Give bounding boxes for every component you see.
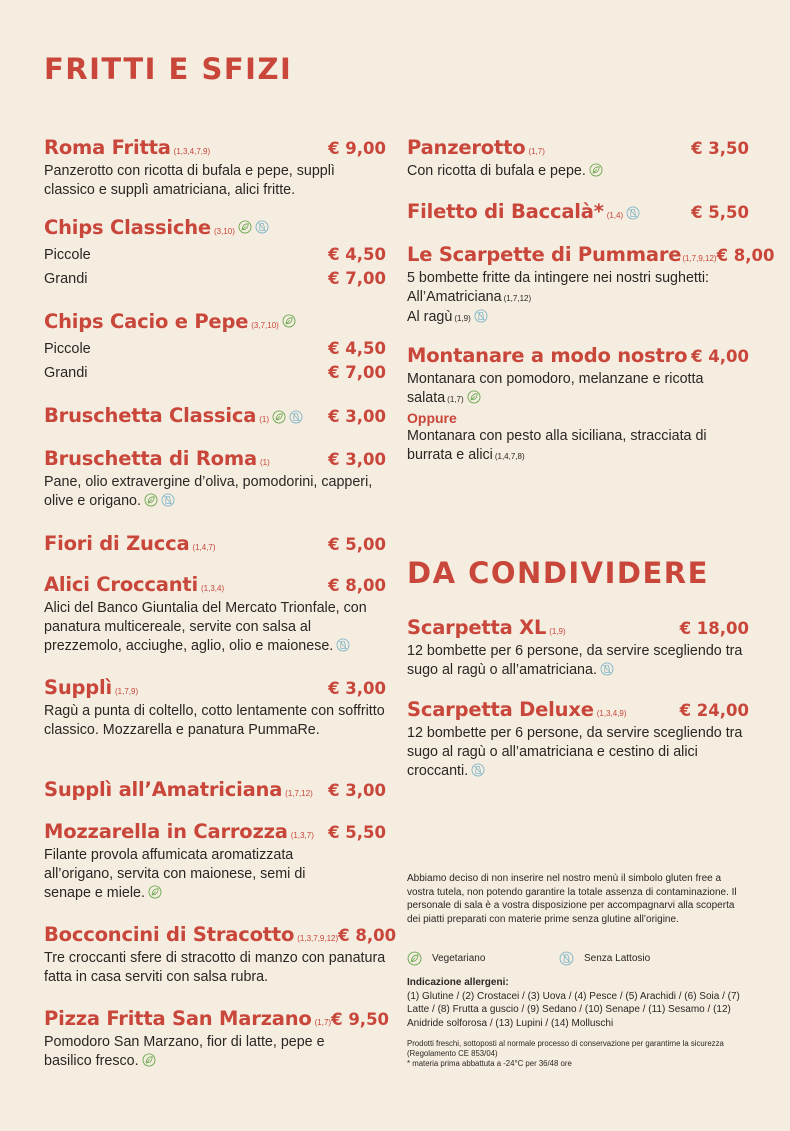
item-description: 12 bombette per 6 persone, da servire scegliendo tra sugo al ragù o all’amatriciana. xyxy=(407,643,743,678)
allergens-label: (1,3,4) xyxy=(200,584,225,593)
item-name: Chips Cacio e Pepe xyxy=(44,310,249,333)
leaf-icon xyxy=(407,951,422,966)
item-name: Filetto di Baccalà* xyxy=(407,200,604,223)
item-name: Bruschetta Classica xyxy=(44,404,257,427)
variant-row xyxy=(44,337,386,361)
leaf-icon xyxy=(282,314,296,328)
legend-vegetarian xyxy=(407,951,485,966)
section-title-condividere: DA CONDIVIDERE xyxy=(407,556,709,590)
item-price: € 8,00 xyxy=(328,576,386,595)
variant-label: Grandi xyxy=(44,271,88,287)
menu-item-alici-croccanti xyxy=(44,573,386,656)
allergens-label: (1,7,9) xyxy=(115,687,139,696)
item-name: Panzerotto xyxy=(407,136,526,159)
gluten-note: Abbiamo deciso di non inserire nel nostro menù il simbolo gluten free a vostra tutela, non potendo garantire la totale assenza di contaminazione. Il personale di sala è a vostra disposizione per accompagnarvi alla scoperta dei piatti preparati con materie prime senza glutine all’origine. xyxy=(407,873,737,925)
allergens-label: (1,7,12) xyxy=(285,789,313,798)
variant-price: € 7,00 xyxy=(328,363,386,382)
menu-item-roma-fritta xyxy=(44,136,386,200)
item-price: € 4,00 xyxy=(691,347,749,366)
no-milk-icon xyxy=(626,206,640,220)
allergens-label: (1,9) xyxy=(454,314,471,323)
item-description: Alici del Banco Giuntalia del Mercato Trionfale, con panatura multicereale, servite con salsa al prezzemolo, acciughe, aglio, olio e maionese. xyxy=(44,600,367,654)
item-name: Mozzarella in Carrozza xyxy=(44,820,288,843)
item-name: Le Scarpette di Pummare xyxy=(407,243,682,266)
allergens-label: (1) xyxy=(259,415,269,424)
item-description: Ragù a punta di coltello, cotto lentamente con soffritto classico. Mozzarella e panatura PummaRe. xyxy=(44,703,385,738)
item-name: Scarpetta XL xyxy=(407,616,547,639)
allergens-label: (1,4,7,8) xyxy=(494,452,525,461)
menu-item-chips-classiche xyxy=(44,216,386,291)
conservation-notes xyxy=(407,1039,747,1069)
menu-item-panzerotto xyxy=(407,136,749,181)
item-description: Tre croccanti sfere di stracotto di manzo con panatura fatta in casa serviti con salsa rubra. xyxy=(44,950,386,985)
allergens-label: (1,4,7) xyxy=(192,543,216,552)
item-description: Pomodoro San Marzano, fior di latte, pepe e basilico fresco. xyxy=(44,1034,325,1069)
allergen-title: Indicazione allergeni: xyxy=(407,977,509,988)
menu-item-scarpetta-deluxe xyxy=(407,698,749,781)
menu-item-bruschetta-classica xyxy=(44,404,386,427)
allergens-label: (1,7,12) xyxy=(503,294,532,303)
item-price: € 5,50 xyxy=(328,823,386,842)
item-price: € 9,50 xyxy=(331,1010,390,1029)
variant-row xyxy=(44,361,386,385)
frozen-note: * materia prima abbattuta a -24°C per 36/48 ore xyxy=(407,1059,572,1068)
no-milk-icon xyxy=(474,309,488,323)
menu-item-suppli-amatriciana xyxy=(44,778,386,801)
section-title-fritti: FRITTI E SFIZI xyxy=(44,52,293,86)
allergen-legend xyxy=(407,976,752,1030)
item-name: Pizza Fritta San Marzano xyxy=(44,1007,312,1030)
variant-price: € 4,50 xyxy=(328,339,386,358)
item-price: € 3,50 xyxy=(691,139,749,158)
item-description: Pane, olio extravergine d’oliva, pomodorini, capperi, olive e origano. xyxy=(44,474,373,509)
item-price: € 24,00 xyxy=(679,701,749,720)
legend-label: Senza Lattosio xyxy=(584,953,651,964)
allergens-label: (3,10) xyxy=(213,227,235,236)
variant-label: Piccole xyxy=(44,247,91,263)
allergens-label: (1,3,7,9,12) xyxy=(297,934,339,943)
item-name: Alici Croccanti xyxy=(44,573,198,596)
menu-item-scarpetta-xl xyxy=(407,616,749,680)
allergens-label: (1,3,4,7,9) xyxy=(173,147,211,156)
leaf-icon xyxy=(467,390,481,404)
fresh-note: Prodotti freschi, sottoposti al normale processo di conservazione per garantirne la sicurezza (Regolamento CE 853/04) xyxy=(407,1039,724,1058)
item-description: Panzerotto con ricotta di bufala e pepe, supplì classico e supplì amatriciana, alici fritte. xyxy=(44,163,335,198)
leaf-icon xyxy=(589,163,603,177)
variant-label: Grandi xyxy=(44,365,88,381)
item-price: € 8,00 xyxy=(716,246,775,265)
oppure-label: Oppure xyxy=(407,410,457,426)
item-price: € 18,00 xyxy=(679,619,749,638)
item-name: Bocconcini di Stracotto xyxy=(44,923,295,946)
allergens-label: (1,4) xyxy=(606,211,624,220)
item-price: € 5,00 xyxy=(328,535,386,554)
legend-label: Vegetariano xyxy=(432,953,486,964)
allergens-label: (1) xyxy=(259,458,270,467)
item-name: Fiori di Zucca xyxy=(44,532,190,555)
allergens-label: (1,3,7) xyxy=(290,831,314,840)
item-price: € 8,00 xyxy=(338,926,397,945)
allergens-label: (1,7,9,12) xyxy=(682,254,717,263)
item-price: € 3,00 xyxy=(328,781,386,800)
variant-label: Piccole xyxy=(44,341,91,357)
no-milk-icon xyxy=(471,763,485,777)
leaf-icon xyxy=(272,410,286,424)
variant-row xyxy=(44,243,386,267)
allergens-label: (1,9) xyxy=(549,627,566,636)
menu-item-montanare xyxy=(407,344,749,466)
menu-item-scarpette xyxy=(407,243,775,328)
variant-price: € 7,00 xyxy=(328,269,386,288)
item-name: Scarpetta Deluxe xyxy=(407,698,594,721)
no-milk-icon xyxy=(161,493,175,507)
menu-item-filetto-baccala xyxy=(407,200,749,223)
menu-item-bocconcini xyxy=(44,923,397,987)
leaf-icon xyxy=(148,885,162,899)
menu-item-bruschetta-roma xyxy=(44,447,386,511)
item-description: Montanara con pomodoro, melanzane e ricotta salata (1,7) Oppure Montanara con pesto alla siciliana, stracciata di burrata e alici (1,4,7,8) xyxy=(407,370,749,466)
item-price: € 5,50 xyxy=(691,203,749,222)
menu-item-suppli xyxy=(44,676,386,740)
leaf-icon xyxy=(238,220,252,234)
menu-item-pizza-fritta xyxy=(44,1007,390,1071)
menu-item-fiori-zucca xyxy=(44,532,386,555)
item-description: 12 bombette per 6 persone, da servire scegliendo tra sugo al ragù o all’amatriciana e cestino di alici croccanti. xyxy=(407,725,743,779)
item-description: 5 bombette fritte da intingere nei nostri sughetti: All’Amatriciana (1,7,12) Al ragù (1,9) xyxy=(407,270,710,325)
allergens-label: (1,7) xyxy=(447,395,464,404)
variant-row xyxy=(44,267,386,291)
menu-item-chips-cacio-pepe xyxy=(44,310,386,385)
item-price: € 3,00 xyxy=(328,679,386,698)
item-description: Filante provola affumicata aromatizzata all’origano, servita con maionese, semi di senape e miele. xyxy=(44,847,306,901)
item-price: € 3,00 xyxy=(328,450,386,469)
no-milk-icon xyxy=(255,220,269,234)
item-price: € 9,00 xyxy=(328,139,386,158)
allergens-label: (3,7,10) xyxy=(251,321,279,330)
allergens-label: (1,3,4,9) xyxy=(596,709,627,718)
item-name: Roma Fritta xyxy=(44,136,171,159)
item-name: Supplì xyxy=(44,676,113,699)
allergens-label: (1,7) xyxy=(528,147,545,156)
item-name: Supplì all’Amatriciana xyxy=(44,778,283,801)
item-description: Con ricotta di bufala e pepe. xyxy=(407,162,749,181)
no-milk-icon xyxy=(336,638,350,652)
leaf-icon xyxy=(144,493,158,507)
legend-lactose-free xyxy=(559,951,650,966)
item-price: € 3,00 xyxy=(328,407,386,426)
item-name: Chips Classiche xyxy=(44,216,211,239)
allergens-label: (1,7) xyxy=(314,1018,332,1027)
item-name: Bruschetta di Roma xyxy=(44,447,257,470)
menu-item-mozzarella-carrozza xyxy=(44,820,386,903)
no-milk-icon xyxy=(559,951,574,966)
no-milk-icon xyxy=(289,410,303,424)
no-milk-icon xyxy=(600,662,614,676)
allergen-list: (1) Glutine / (2) Crostacei / (3) Uova / (4) Pesce / (5) Arachidi / (6) Soia / (7) Latte / (8) Frutta a guscio / (9) Sedano / (10) Senape / (11) Sesamo / (12) Anidride solforosa / (13) Lupini / (14) Molluschi xyxy=(407,990,740,1029)
leaf-icon xyxy=(142,1053,156,1067)
item-name: Montanare a modo nostro xyxy=(407,344,688,367)
variant-price: € 4,50 xyxy=(328,245,386,264)
